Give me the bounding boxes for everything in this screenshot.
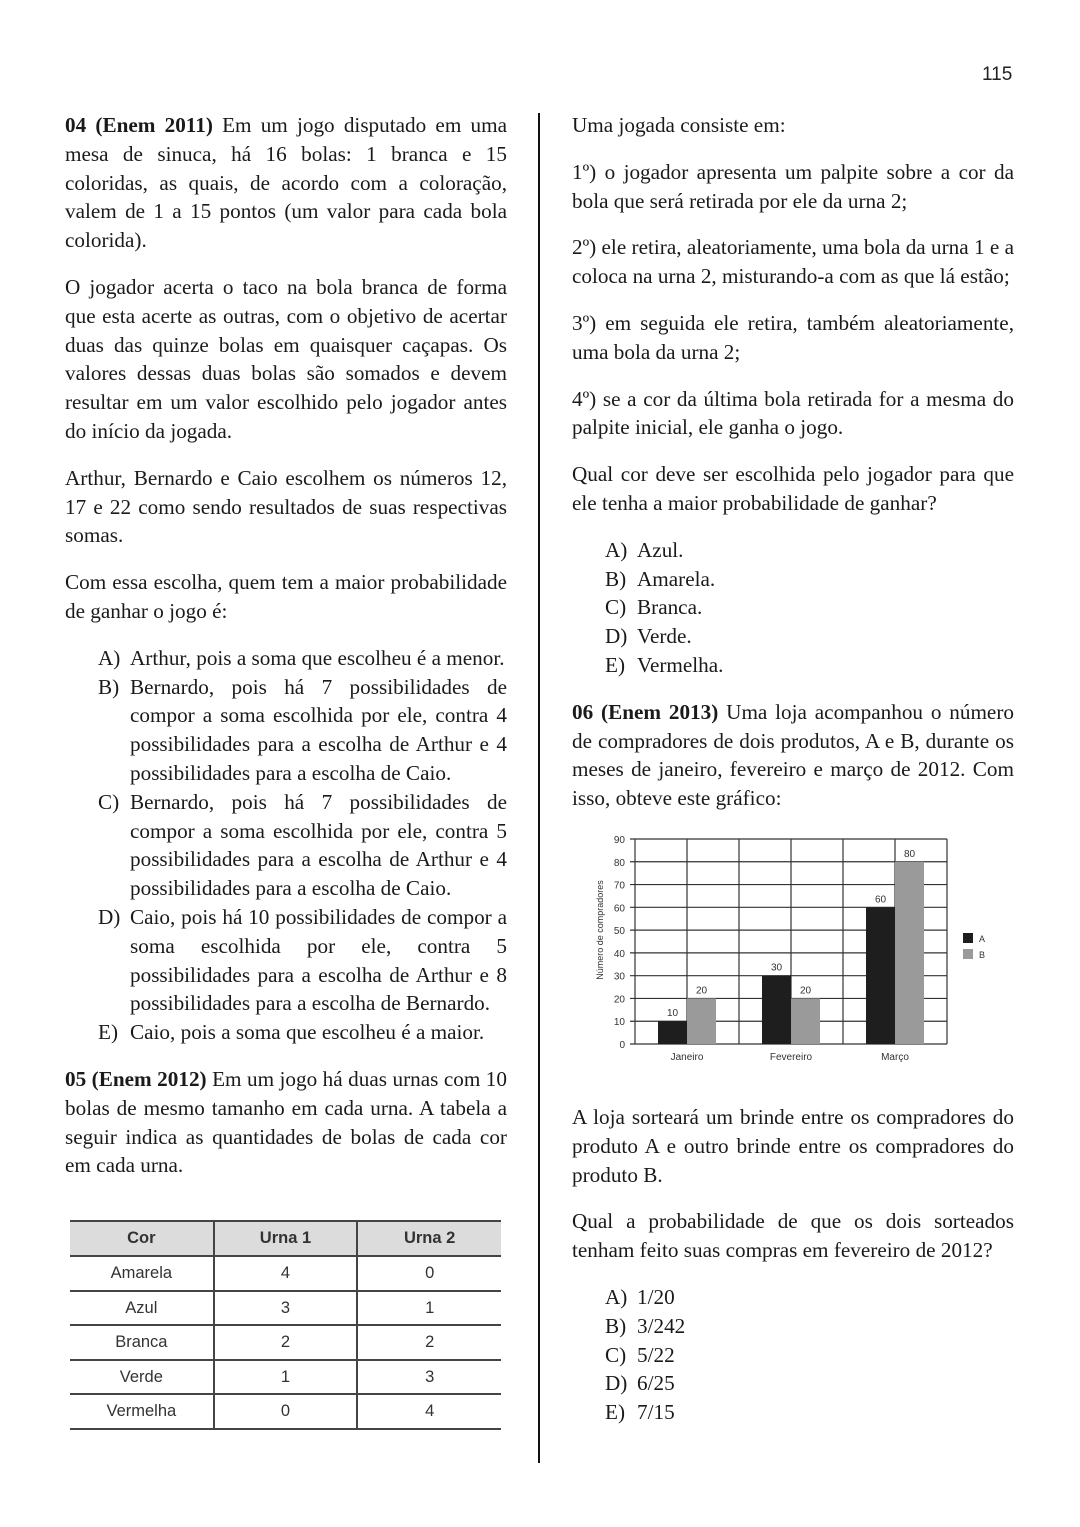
q06-question: Qual a probabilidade de que os dois sorteados tenham feito suas compras em fevereiro de 2012?	[572, 1209, 1014, 1263]
table-cell: 4	[214, 1256, 358, 1291]
q06-paragraph-2: A loja sorteará um brinde entre os compradores do produto A e outro brinde entre os compradores do produto B.	[572, 1104, 1014, 1187]
table-cell: 3	[357, 1360, 501, 1395]
table-header: Cor	[70, 1221, 214, 1256]
q04-paragraph-2: O jogador acerta o taco na bola branca de forma que esta acerte as outras, com o objetivo de acertar duas das quinze bolas em quaisquer caçapas. Os valores dessas duas bolas são somados e devem resultar em um valor escolhido pelo jogador antes do início da jogada.	[65, 274, 507, 443]
table-header: Urna 1	[214, 1221, 358, 1256]
q05-step-3: 3º) em seguida ele retira, também aleatoriamente, uma bola da urna 2;	[572, 310, 1014, 364]
table-row	[70, 1256, 501, 1291]
table-header: Urna 2	[357, 1221, 501, 1256]
y-axis-title: Número de compradores	[595, 880, 605, 980]
q05-question: Qual cor deve ser escolhida pelo jogador para que ele tenha a maior probabilidade de ganhar?	[572, 462, 1014, 515]
y-tick-label: 50	[613, 926, 625, 938]
q05-option-a[interactable]: A) Azul.	[605, 537, 684, 562]
table-cell: 0	[214, 1394, 358, 1429]
y-tick-label: 80	[613, 857, 625, 869]
bar-a	[658, 1021, 687, 1044]
legend-swatch-b	[963, 949, 973, 959]
q05-step-4: 4º) se a cor da última bola retirada for a mesma do palpite inicial, ele ganha o jogo.	[572, 386, 1014, 440]
table-cell: 4	[357, 1394, 501, 1429]
y-tick-label: 60	[613, 903, 625, 915]
legend-swatch-a	[963, 933, 973, 943]
table-cell: 2	[357, 1325, 501, 1360]
q05-step-2: 2º) ele retira, aleatoriamente, uma bola da urna 1 e a coloca na urna 2, misturando-a com as que lá estão;	[572, 235, 1014, 289]
data-label: 60	[874, 894, 887, 906]
table-cell: Azul	[70, 1291, 214, 1326]
q06-options	[572, 1283, 1014, 1427]
q04-options	[65, 644, 507, 1047]
q05-step-1: 1º) o jogador apresenta um palpite sobre a cor da bola que será retirada por ele da urna 2;	[572, 159, 1014, 213]
legend-label: A	[979, 933, 986, 944]
q04-option-e[interactable]: E) Caio, pois a soma que escolheu é a maior.	[98, 1020, 485, 1045]
table-cell: 1	[357, 1291, 501, 1326]
table-cell: Vermelha	[70, 1394, 214, 1429]
q05-heading: 05 (Enem 2012)	[65, 1066, 207, 1091]
right-column	[572, 111, 1014, 1445]
q05-intro: 05 (Enem 2012) Em um jogo há duas urnas com 10 bolas de mesmo tamanho em cada urna. A tabela a seguir indica as quantidades de bolas de cada cor em cada urna.	[65, 1066, 507, 1178]
q06-intro: 06 (Enem 2013) Uma loja acompanhou o número de compradores de dois produtos, A e B, durante os meses de janeiro, fevereiro e março de 2012. Com isso, obteve este gráfico:	[572, 699, 1014, 811]
table-row	[70, 1291, 501, 1326]
q04-option-c[interactable]: C) Bernardo, pois há 7 possibilidades de compor a soma escolhida por ele, contra 5 possibilidades para a escolha de Arthur e 4 possibilidades para a escolha de Caio.	[98, 789, 507, 901]
bar-b	[791, 998, 820, 1044]
page-number: 115	[982, 64, 1013, 85]
table-cell: 1	[214, 1360, 358, 1395]
x-tick-label: Janeiro	[670, 1051, 704, 1063]
data-label: 20	[799, 985, 812, 997]
x-tick-label: Março	[881, 1051, 909, 1063]
table-cell: Branca	[70, 1325, 214, 1360]
y-tick-label: 30	[613, 971, 625, 983]
table-cell: Amarela	[70, 1256, 214, 1291]
q05-jogada-intro: Uma jogada consiste em:	[572, 113, 786, 137]
table-row	[70, 1360, 501, 1395]
q04-option-d[interactable]: D) Caio, pois há 10 possibilidades de compor a soma escolhida por ele, contra 5 possibilidades para a escolha de Arthur e 8 possibilidades para a escolha de Bernardo.	[98, 904, 507, 1016]
bar-chart	[572, 825, 1014, 1075]
q04-paragraph-3: Arthur, Bernardo e Caio escolhem os números 12, 17 e 22 como sendo resultados de suas respectivas somas.	[65, 465, 507, 548]
bar-b	[687, 998, 716, 1044]
table-cell: 0	[357, 1256, 501, 1291]
q04-intro: 04 (Enem 2011) Em um jogo disputado em uma mesa de sinuca, há 16 bolas: 1 branca e 15 coloridas, as quais, de acordo com a coloração, valem de 1 a 15 pontos (um valor para cada bola colorida).	[65, 113, 507, 253]
q06-option-d[interactable]: D) 6/25	[605, 1371, 675, 1396]
y-tick-label: 90	[613, 834, 625, 846]
chart-legend	[963, 933, 985, 960]
bar-a	[762, 976, 791, 1044]
bar-chart-svg	[572, 825, 1014, 1075]
column-divider	[538, 113, 540, 1463]
y-tick-label: 70	[613, 880, 625, 892]
urn-table	[70, 1220, 501, 1430]
data-label: 20	[695, 985, 708, 997]
q04-heading: 04 (Enem 2011)	[65, 113, 213, 137]
q05-options	[572, 536, 1014, 680]
table-cell: 2	[214, 1325, 358, 1360]
table-row	[70, 1394, 501, 1429]
x-tick-label: Fevereiro	[769, 1051, 813, 1063]
q05-option-d[interactable]: D) Verde.	[605, 624, 692, 649]
table-row	[70, 1325, 501, 1360]
q04-option-a[interactable]: A) Arthur, pois a soma que escolheu é a menor.	[98, 645, 505, 670]
y-tick-label: 20	[613, 994, 625, 1006]
q05-option-e[interactable]: E) Vermelha.	[605, 652, 724, 677]
legend-label: B	[979, 949, 986, 960]
data-label: 30	[770, 962, 783, 974]
bar-b	[895, 862, 924, 1044]
q06-option-c[interactable]: C) 5/22	[605, 1342, 675, 1367]
table-cell: Verde	[70, 1360, 214, 1395]
table-header-row	[70, 1221, 501, 1256]
data-label: 80	[903, 848, 916, 860]
q05-option-b[interactable]: B) Amarela.	[605, 566, 716, 591]
y-tick-label: 0	[619, 1039, 625, 1051]
q06-option-b[interactable]: B) 3/242	[605, 1313, 686, 1338]
q05-option-c[interactable]: C) Branca.	[605, 595, 703, 620]
table-cell: 3	[214, 1291, 358, 1326]
left-column	[65, 111, 507, 1430]
q04-option-b[interactable]: B) Bernardo, pois há 7 possibilidades de compor a soma escolhida por ele, contra 4 possibilidades para a escolha de Arthur e 4 possibilidades para a escolha de Caio.	[98, 674, 507, 785]
q06-heading: 06 (Enem 2013)	[572, 699, 719, 724]
y-tick-label: 10	[613, 1017, 625, 1029]
q06-option-a[interactable]: A) 1/20	[605, 1284, 675, 1309]
q04-question: Com essa escolha, quem tem a maior probabilidade de ganhar o jogo é:	[65, 570, 507, 623]
data-label: 10	[666, 1008, 679, 1020]
bar-a	[866, 907, 895, 1044]
y-tick-label: 40	[613, 948, 625, 960]
q06-option-e[interactable]: E) 7/15	[605, 1400, 675, 1425]
